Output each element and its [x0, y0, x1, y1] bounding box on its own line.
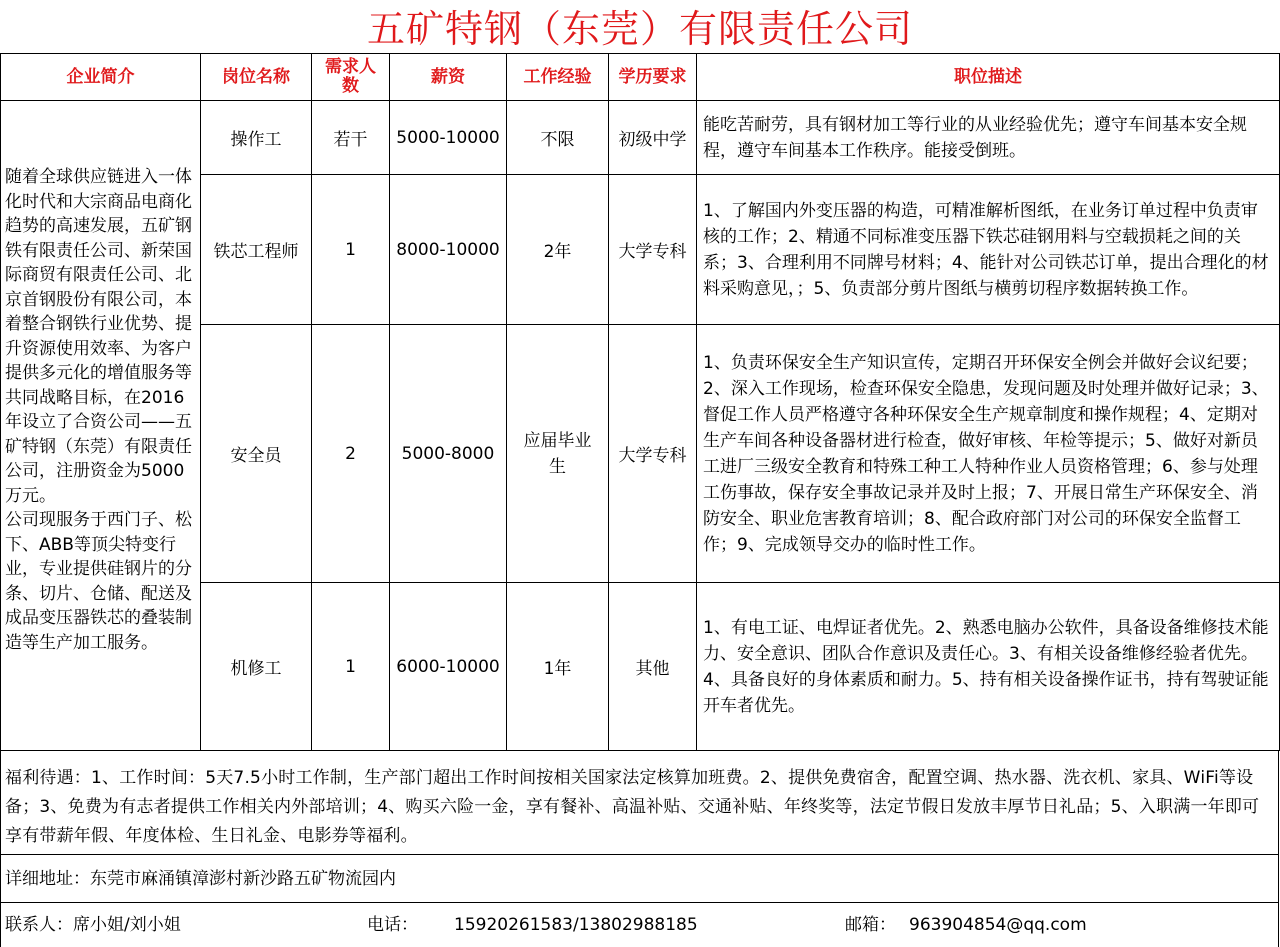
job-description: 能吃苦耐劳，具有钢材加工等行业的从业经验优先；遵守车间基本安全规程，遵守车间基本工作秩序。能接受倒班。: [697, 101, 1280, 175]
header-count: 需求人数: [312, 54, 390, 101]
company-intro: 随着全球供应链进入一体化时代和大宗商品电商化趋势的高速发展，五矿钢铁有限责任公司、新荣国际商贸有限责任公司、北京首钢股份有限公司，本着整合钢铁行业优势、提升资源使用效率、为客户提供多元化的增值服务等共同战略目标，在2016年设立了合资公司——五矿特钢（东莞）有限责任公司，注册资金为5000万元。 公司现服务于西门子、松下、ABB等顶尖特变行业，专业提供硅钢片的分条、切片、仓储、配送及成品变压器铁芯的叠装制造等生产加工服务。: [1, 101, 201, 751]
job-experience: 应届毕业生: [507, 325, 609, 583]
job-education: 大学专科: [609, 325, 697, 583]
job-experience: 1年: [507, 583, 609, 751]
page-title: 五矿特钢（东莞）有限责任公司: [366, 7, 913, 51]
job-position: 机修工: [201, 583, 312, 751]
header-salary: 薪资: [390, 54, 507, 101]
benefits-text: 福利待遇：1、工作时间：5天7.5小时工作制，生产部门超出工作时间按相关国家法定核算加班费。2、提供免费宿舍，配置空调、热水器、洗衣机、家具、WiFi等设备；3、免费为有志者提供工作相关内外部培训；4、购买六险一金，享有餐补、高温补贴、交通补贴、年终奖等，法定节假日发放丰厚节日礼品；5、入职满一年即可享有带薪年假、年度体检、生日礼金、电影券等福利。: [0, 751, 1279, 855]
job-description: 1、负责环保安全生产知识宣传，定期召开环保安全例会并做好会议纪要；2、深入工作现场，检查环保安全隐患，发现问题及时处理并做好记录；3、督促工作人员严格遵守各种环保安全生产规章制度和操作规程；4、定期对生产车间各种设备器材进行检查，做好审核、年检等提示；5、做好对新员工进厂三级安全教育和特殊工种工人特种作业人员资格管理；6、参与处理工伤事故，保存安全事故记录并及时上报；7、开展日常生产环保安全、消防安全、职业危害教育培训；8、配合政府部门对公司的环保安全监督工作；9、完成领导交办的临时性工作。: [697, 325, 1280, 583]
table-header-row: [1, 54, 1280, 101]
job-salary: 5000-10000: [390, 101, 507, 175]
job-experience: 2年: [507, 175, 609, 325]
header-description: 职位描述: [697, 54, 1280, 101]
email-address: 963904854@qq.com: [909, 915, 1087, 935]
job-count: 2: [312, 325, 390, 583]
job-description: 1、了解国内外变压器的构造，可精准解析图纸，在业务订单过程中负责审核的工作；2、精通不同标准变压器下铁芯硅钢用料与空载损耗之间的关系；3、合理利用不同牌号材料；4、能针对公司铁芯订单，提出合理化的材料采购意见，；5、负责部分剪片图纸与横剪切程序数据转换工作。: [697, 175, 1280, 325]
job-description: 1、有电工证、电焊证者优先。2、熟悉电脑办公软件，具备设备维修技术能力、安全意识、团队合作意识及责任心。3、有相关设备维修经验者优先。4、具备良好的身体素质和耐力。5、持有相关设备操作证书，持有驾驶证能开车者优先。: [697, 583, 1280, 751]
job-education: 初级中学: [609, 101, 697, 175]
header-position: 岗位名称: [201, 54, 312, 101]
header-education: 学历要求: [609, 54, 697, 101]
header-experience: 工作经验: [507, 54, 609, 101]
job-salary: 8000-10000: [390, 175, 507, 325]
header-intro: 企业简介: [1, 54, 201, 101]
job-position: 铁芯工程师: [201, 175, 312, 325]
job-salary: 6000-10000: [390, 583, 507, 751]
table-row: [1, 101, 1280, 175]
job-education: 大学专科: [609, 175, 697, 325]
phone-number: 15920261583/13802988185: [454, 915, 698, 935]
contact-bar: [0, 903, 1279, 947]
job-education: 其他: [609, 583, 697, 751]
job-salary: 5000-8000: [390, 325, 507, 583]
address-text: 详细地址：东莞市麻涌镇漳澎村新沙路五矿物流园内: [0, 855, 1279, 903]
job-experience: 不限: [507, 101, 609, 175]
job-table: [0, 53, 1280, 751]
job-count: 1: [312, 583, 390, 751]
job-position: 操作工: [201, 101, 312, 175]
job-position: 安全员: [201, 325, 312, 583]
job-count: 若干: [312, 101, 390, 175]
phone-label: 电话：: [367, 915, 418, 935]
email-label: 邮箱：: [845, 915, 896, 935]
job-count: 1: [312, 175, 390, 325]
contact-person: 联系人：席小姐/刘小姐: [5, 915, 181, 935]
